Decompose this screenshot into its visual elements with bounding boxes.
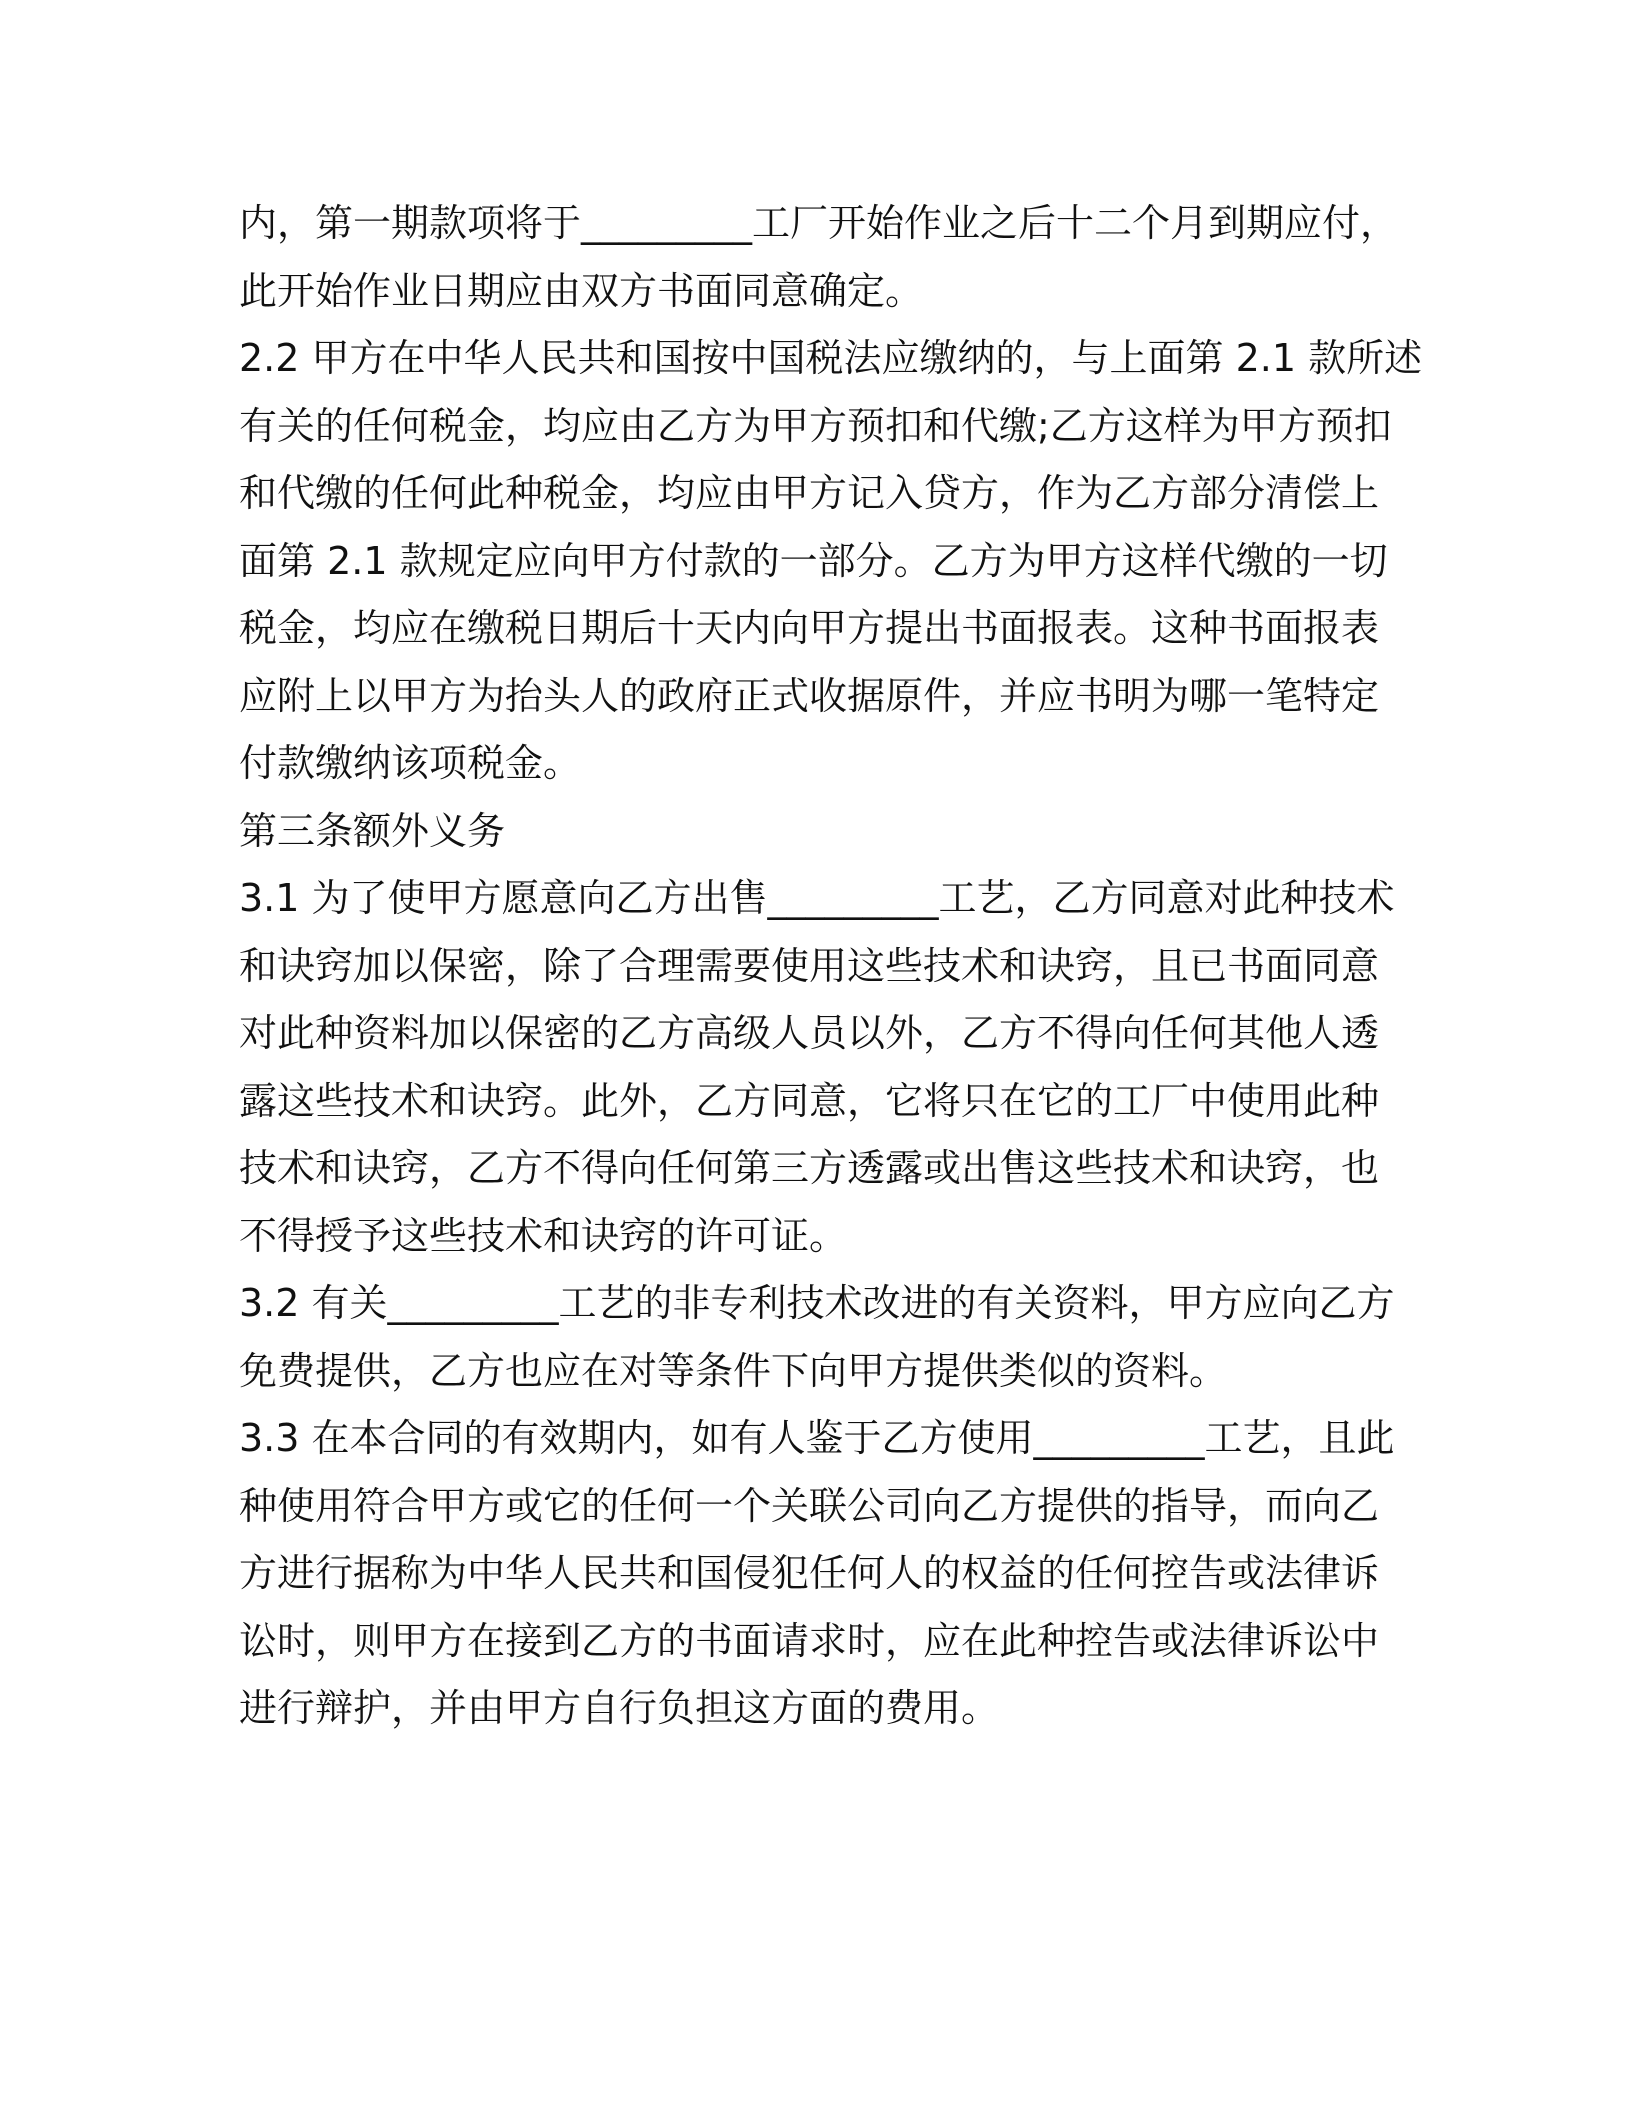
text-line: 应附上以甲方为抬头人的政府正式收据原件，并应书明为哪一笔特定 (239, 673, 1380, 718)
clause-2-2-line: 2.2 甲方在中华人民共和国按中国税法应缴纳的，与上面第 2.1 款所述 (239, 336, 1423, 380)
text-line: 对此种资料加以保密的乙方高级人员以外，乙方不得向任何其他人透 (239, 1011, 1380, 1055)
text-line: 和诀窍加以保密，除了合理需要使用这些技术和诀窍，且已书面同意 (239, 943, 1380, 988)
text-line: 不得授予这些技术和诀窍的许可证。 (239, 1213, 848, 1258)
text-line: 和代缴的任何此种税金，均应由甲方记入贷方，作为乙方部分清偿上 (239, 471, 1380, 515)
text-line: 露这些技术和诀窍。此外，乙方同意，它将只在它的工厂中使用此种 (239, 1078, 1380, 1123)
text-line: 内，第一期款项将于_________工厂开始作业之后十二个月到期应付， (239, 201, 1399, 245)
text-line: 此开始作业日期应由双方书面同意确定。 (239, 268, 924, 313)
clause-3-2-line: 3.2 有关_________工艺的非专利技术改进的有关资料，甲方应向乙方 (239, 1281, 1395, 1325)
clause-3-1-line: 3.1 为了使甲方愿意向乙方出售_________工艺，乙方同意对此种技术 (239, 876, 1395, 920)
clause-3-3-line: 3.3 在本合同的有效期内，如有人鉴于乙方使用_________工艺，且此 (239, 1416, 1395, 1460)
text-line: 种使用符合甲方或它的任何一个关联公司向乙方提供的指导，而向乙 (239, 1483, 1380, 1528)
text-line: 税金，均应在缴税日期后十天内向甲方提出书面报表。这种书面报表 (239, 606, 1380, 650)
text-line: 技术和诀窍，乙方不得向任何第三方透露或出售这些技术和诀窍，也 (239, 1146, 1380, 1190)
text-line: 免费提供，乙方也应在对等条件下向甲方提供类似的资料。 (239, 1348, 1228, 1393)
text-line: 讼时，则甲方在接到乙方的书面请求时，应在此种控告或法律诉讼中 (239, 1618, 1380, 1663)
text-line: 方进行据称为中华人民共和国侵犯任何人的权益的任何控告或法律诉 (239, 1551, 1380, 1595)
document-body (239, 190, 1423, 1743)
text-line: 面第 2.1 款规定应向甲方付款的一部分。乙方为甲方这样代缴的一切 (239, 538, 1388, 583)
text-line: 有关的任何税金，均应由乙方为甲方预扣和代缴;乙方这样为甲方预扣 (239, 403, 1392, 448)
article-3-heading: 第三条额外义务 (239, 808, 506, 853)
text-line: 进行辩护，并由甲方自行负担这方面的费用。 (239, 1686, 1000, 1730)
text-line: 付款缴纳该项税金。 (239, 741, 582, 785)
